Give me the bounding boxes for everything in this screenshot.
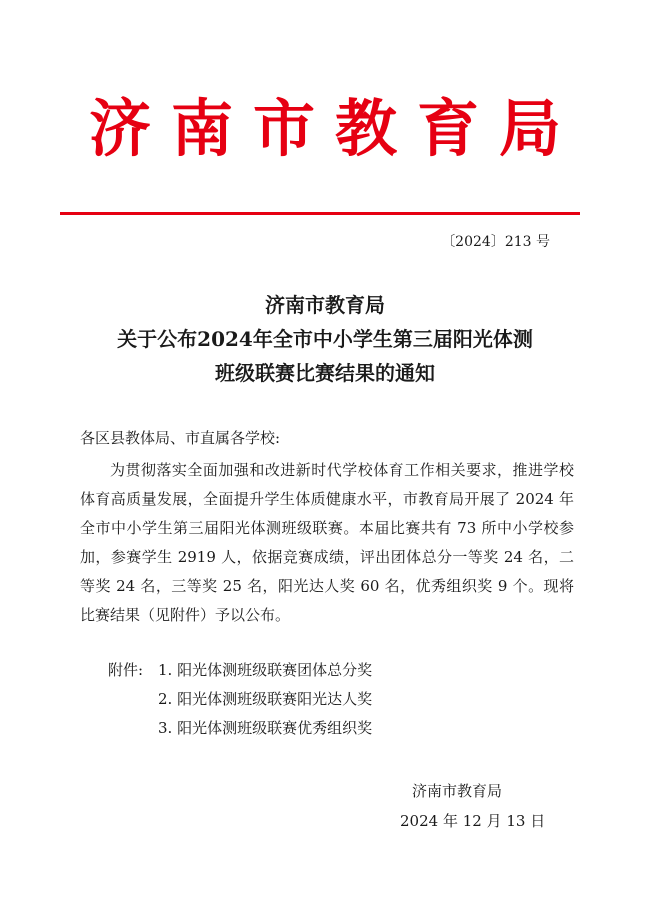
- title-line-2: 关于公布2024年全市中小学生第三届阳光体测: [117, 327, 533, 351]
- attachments-list: [108, 656, 372, 743]
- attachment-row-2: [108, 685, 372, 714]
- title-line-1: 济南市教育局: [265, 293, 385, 317]
- attachment-item-1: 1. 阳光体测班级联赛团体总分奖: [158, 661, 373, 679]
- attachment-item-2: 2. 阳光体测班级联赛阳光达人奖: [158, 690, 373, 708]
- signature-org: 济南市教育局: [412, 782, 503, 800]
- attachment-row-1: [108, 656, 372, 685]
- red-divider-line: [60, 212, 580, 215]
- attachments-label: 附件:: [108, 661, 144, 679]
- document-title: [0, 288, 650, 390]
- title-line-3: 班级联赛比赛结果的通知: [215, 361, 435, 385]
- document-number: 〔2024〕213 号: [441, 234, 550, 250]
- masthead-title: 济南市教育局: [88, 92, 581, 165]
- body-paragraph: 为贯彻落实全面加强和改进新时代学校体育工作相关要求，推进学校体育高质量发展，全面提升学生体质健康水平，市教育局开展了 2024 年全市中小学生第三届阳光体测班级联赛。本届比赛共有 73 所中小学校参加，参赛学生 2919 人，依据竞赛成绩，评出团体总分一等奖 24 名，二等奖 24 名，三等奖 25 名，阳光达人奖 60 名，优秀组织奖 9 个。现将比赛结果（见附件）予以公布。: [80, 461, 574, 624]
- salutation: 各区县教体局、市直属各学校:: [80, 429, 281, 447]
- attachment-item-3: 3. 阳光体测班级联赛优秀组织奖: [158, 719, 373, 737]
- attachment-row-3: [108, 714, 372, 743]
- signature-date: 2024 年 12 月 13 日: [400, 812, 546, 830]
